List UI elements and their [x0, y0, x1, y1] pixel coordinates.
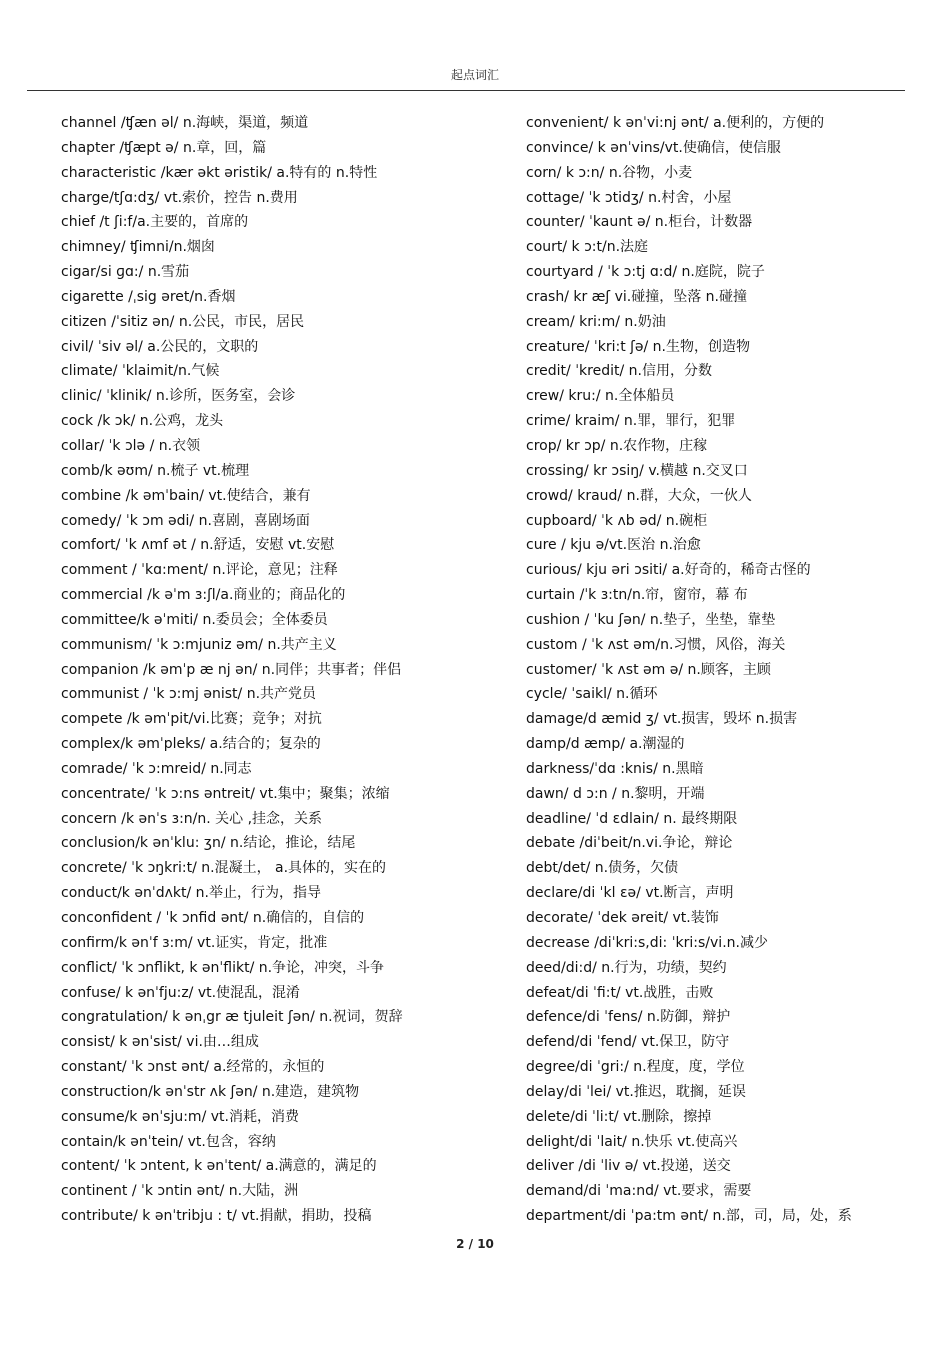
vocab-entry: curtain /ˈk ɜ:tn/n.帘，窗帘，幕 布 — [526, 587, 748, 604]
vocab-entry: comfort/ ˈk ʌmf ət / n.舒适，安慰 vt.安慰 — [61, 537, 335, 554]
vocab-entry: civil/ ˈsiv əl/ a.公民的，文职的 — [61, 338, 259, 355]
vocab-entry: counter/ ˈkaunt ə/ n.柜台，计数器 — [526, 214, 753, 231]
vocab-entry: debt/det/ n.债务，欠债 — [526, 860, 679, 877]
vocab-entry: conduct/k ənˈdʌkt/ n.举止，行为，指导 — [61, 885, 321, 902]
page-footer — [0, 1237, 950, 1251]
vocab-entry: court/ k ɔ:t/n.法庭 — [526, 239, 649, 256]
vocab-entry: dawn/ d ɔ:n / n.黎明，开端 — [526, 785, 705, 802]
vocab-entry: consist/ k ənˈsist/ vi.由…组成 — [61, 1034, 259, 1051]
vocab-entry: custom / ˈk ʌst əm/n.习惯，风俗，海关 — [526, 636, 786, 653]
vocab-entry: channel /ʧæn əl/ n.海峡，渠道，频道 — [61, 115, 309, 131]
vocab-entry: comrade/ ˈk ɔ:mreid/ n.同志 — [61, 760, 252, 777]
vocab-entry: crew/ kru:/ n.全体船员 — [526, 388, 675, 405]
vocab-entry: crossing/ kr ɔsiŋ/ v.横越 n.交叉口 — [526, 462, 748, 479]
vocab-entry: conclusion/k ənˈklu: ʒn/ n.结论，推论，结尾 — [61, 835, 356, 852]
vocab-entry: communist / ˈk ɔ:mj ənist/ n.共产党员 — [61, 686, 317, 703]
vocab-entry: commercial /k əˈm ɜ:ʃl/a.商业的；商品化的 — [61, 587, 346, 604]
vocab-entry: crop/ kr ɔp/ n.农作物，庄稼 — [526, 437, 708, 454]
vocab-entry: cupboard/ ˈk ʌb əd/ n.碗柜 — [526, 512, 708, 529]
vocab-entry: climate/ ˈklaimit/n.气候 — [61, 363, 220, 380]
vocab-entry: creature/ ˈkri:t ʃə/ n.生物，创造物 — [526, 338, 750, 355]
left-column — [61, 111, 501, 1229]
vocab-entry: customer/ ˈk ʌst əm ə/ n.顾客，主顾 — [526, 661, 771, 678]
vocab-entry: construction/k ənˈstr ʌk ʃən/ n.建造，建筑物 — [61, 1083, 360, 1100]
vocab-entry: characteristic /kær əkt əristik/ a.特有的 n.特性 — [61, 164, 378, 181]
vocab-entry: debate /diˈbeit/n.vi.争论，辩论 — [526, 835, 733, 852]
vocab-entry: degree/di ˈgri:/ n.程度，度，学位 — [526, 1059, 745, 1076]
vocab-entry: deadline/ ˈd ɛdlain/ n. 最终期限 — [526, 810, 738, 827]
vocab-entry: defeat/di ˈfi:t/ vt.战胜，击败 — [526, 984, 714, 1001]
vocab-entry: companion /k əmˈp æ nj ən/ n.同伴；共事者；伴侣 — [61, 661, 402, 678]
vocab-entry: contain/k ənˈtein/ vt.包含，容纳 — [61, 1133, 276, 1150]
vocab-entry: crowd/ kraud/ n.群，大众，一伙人 — [526, 487, 752, 504]
vocab-entry: delight/di ˈlait/ n.快乐 vt.使高兴 — [526, 1133, 738, 1150]
vocab-entry: courtyard / ˈk ɔ:tj ɑ:d/ n.庭院，院子 — [526, 264, 765, 281]
vocab-entry: delete/di ˈli:t/ vt.删除，擦掉 — [526, 1108, 712, 1125]
vocab-entry: deliver /di ˈliv ə/ vt.投递，送交 — [526, 1158, 731, 1175]
vocab-entry: cottage/ ˈk ɔtidʒ/ n.村舍，小屋 — [526, 189, 732, 206]
header-rule — [27, 90, 905, 91]
vocab-entry: defence/di ˈfens/ n.防御，辩护 — [526, 1009, 731, 1026]
vocab-entry: convenient/ k ənˈvi:nj ənt/ a.便利的，方便的 — [526, 115, 825, 131]
page-separator: / — [464, 1237, 478, 1251]
vocab-entry: decorate/ ˈdek əreit/ vt.装饰 — [526, 910, 719, 926]
vocab-entry: chapter /ʧæpt ə/ n.章，回，篇 — [61, 139, 267, 156]
vocab-entry: concern /k ənˈs ɜ:n/n. 关心 ,挂念，关系 — [61, 810, 323, 827]
vocab-entry: crash/ kr æʃ vi.碰撞，坠落 n.碰撞 — [526, 288, 747, 305]
vocab-entry: chief /t ʃi:f/a.主要的，首席的 — [61, 214, 249, 231]
vocab-entry: damp/d æmp/ a.潮湿的 — [526, 736, 685, 753]
vocab-entry: constant/ ˈk ɔnst ənt/ a.经常的，永恒的 — [61, 1059, 325, 1076]
vocab-entry: declare/di ˈkl ɛə/ vt.断言，声明 — [526, 885, 734, 902]
vocab-entry: combine /k əmˈbain/ vt.使结合，兼有 — [61, 487, 311, 504]
vocab-entry: comb/k əʊm/ n.梳子 vt.梳理 — [61, 462, 250, 479]
vocab-entry: congratulation/ k ənˌgr æ tjuleit ʃən/ n.祝词，贺辞 — [61, 1009, 403, 1026]
vocab-entry: consume/k ənˈsju:m/ vt.消耗，消费 — [61, 1108, 299, 1125]
vocab-entry: comment / ˈkɑ:ment/ n.评论，意见；注释 — [61, 562, 338, 579]
vocab-entry: conconfident / ˈk ɔnfid ənt/ n.确信的，自信的 — [61, 910, 365, 926]
vocab-entry: convince/ k ənˈvins/vt.使确信，使信服 — [526, 139, 781, 156]
vocab-entry: concentrate/ ˈk ɔ:ns əntreit/ vt.集中；聚集；浓缩 — [61, 785, 390, 802]
vocab-entry: cream/ kri:m/ n.奶油 — [526, 313, 666, 330]
vocab-entry: deed/di:d/ n.行为，功绩，契约 — [526, 959, 727, 976]
vocab-entry: cure / kju ə/vt.医治 n.治愈 — [526, 537, 701, 554]
vocab-entry: darkness/ˈdɑ :knis/ n.黑暗 — [526, 760, 704, 777]
vocab-entry: chimney/ ʧimni/n.烟囱 — [61, 239, 215, 256]
vocab-entry: complex/k əmˈpleks/ a.结合的；复杂的 — [61, 736, 321, 753]
vocab-entry: defend/di ˈfend/ vt.保卫，防守 — [526, 1034, 730, 1051]
vocab-entry: collar/ ˈk ɔlə / n.衣领 — [61, 437, 201, 454]
vocab-entry: demand/di ˈma:nd/ vt.要求，需要 — [526, 1183, 752, 1200]
vocab-entry: decrease /diˈkri:s,di: ˈkri:s/vi.n.减少 — [526, 934, 768, 951]
page-number: 2 — [456, 1237, 465, 1251]
vocab-entry: cycle/ ˈsaikl/ n.循环 — [526, 686, 658, 703]
vocab-entry: compete /k əmˈpit/vi.比赛；竞争；对抗 — [61, 711, 322, 728]
vocab-entry: corn/ k ɔ:n/ n.谷物，小麦 — [526, 164, 693, 181]
vocab-entry: cushion / ˈku ʃən/ n.垫子，坐垫，靠垫 — [526, 611, 776, 628]
vocab-entry: cock /k ɔk/ n.公鸡，龙头 — [61, 413, 224, 430]
right-column — [526, 111, 950, 1229]
vocab-entry: conflict/ ˈk ɔnflikt, k ənˈflikt/ n.争论，冲突，斗争 — [61, 959, 385, 976]
vocab-entry: confuse/ k ənˈfju:z/ vt.使混乱，混淆 — [61, 984, 301, 1001]
vocab-entry: continent / ˈk ɔntin ənt/ n.大陆，洲 — [61, 1183, 299, 1200]
vocab-entry: comedy/ ˈk ɔm ədi/ n.喜剧，喜剧场面 — [61, 512, 310, 529]
vocab-entry: committee/k əˈmiti/ n.委员会；全体委员 — [61, 611, 328, 628]
vocab-entry: clinic/ ˈklinik/ n.诊所，医务室，会诊 — [61, 388, 296, 405]
page-header: 起点词汇 — [450, 68, 499, 82]
vocab-entry: concrete/ ˈk ɔŋkri:t/ n.混凝土， a.具体的，实在的 — [61, 860, 387, 877]
vocab-entry: contribute/ k ənˈtribju : t/ vt.捐献，捐助，投稿 — [61, 1208, 372, 1225]
vocab-entry: charge/tʃɑ:dʒ/ vt.索价，控告 n.费用 — [61, 189, 298, 206]
vocab-entry: cigar/si ɡɑ:/ n.雪茄 — [61, 264, 190, 281]
vocab-entry: citizen /ˈsitiz ən/ n.公民，市民，居民 — [61, 313, 305, 330]
vocab-entry: content/ ˈk ɔntent, k ənˈtent/ a.满意的，满足的 — [61, 1158, 377, 1175]
vocab-entry: credit/ ˈkredit/ n.信用，分数 — [526, 363, 712, 380]
page-total: 10 — [477, 1237, 494, 1251]
vocab-entry: crime/ kraim/ n.罪，罪行，犯罪 — [526, 413, 736, 430]
vocab-entry: damage/d æmid ʒ/ vt.损害，毁坏 n.损害 — [526, 711, 798, 728]
vocab-entry: curious/ kju əri ɔsiti/ a.好奇的，稀奇古怪的 — [526, 562, 811, 579]
vocab-entry: delay/di ˈlei/ vt.推迟，耽搁，延误 — [526, 1083, 746, 1100]
vocab-entry: communism/ ˈk ɔ:mjuniz əm/ n.共产主义 — [61, 636, 337, 653]
vocab-entry: cigarette /ˌsig əret/n.香烟 — [61, 288, 236, 305]
vocab-entry: confirm/k ənˈf ɜ:m/ vt.证实，肯定，批准 — [61, 934, 328, 951]
vocab-entry: department/di ˈpa:tm ənt/ n.部，司，局，处，系 — [526, 1208, 852, 1225]
